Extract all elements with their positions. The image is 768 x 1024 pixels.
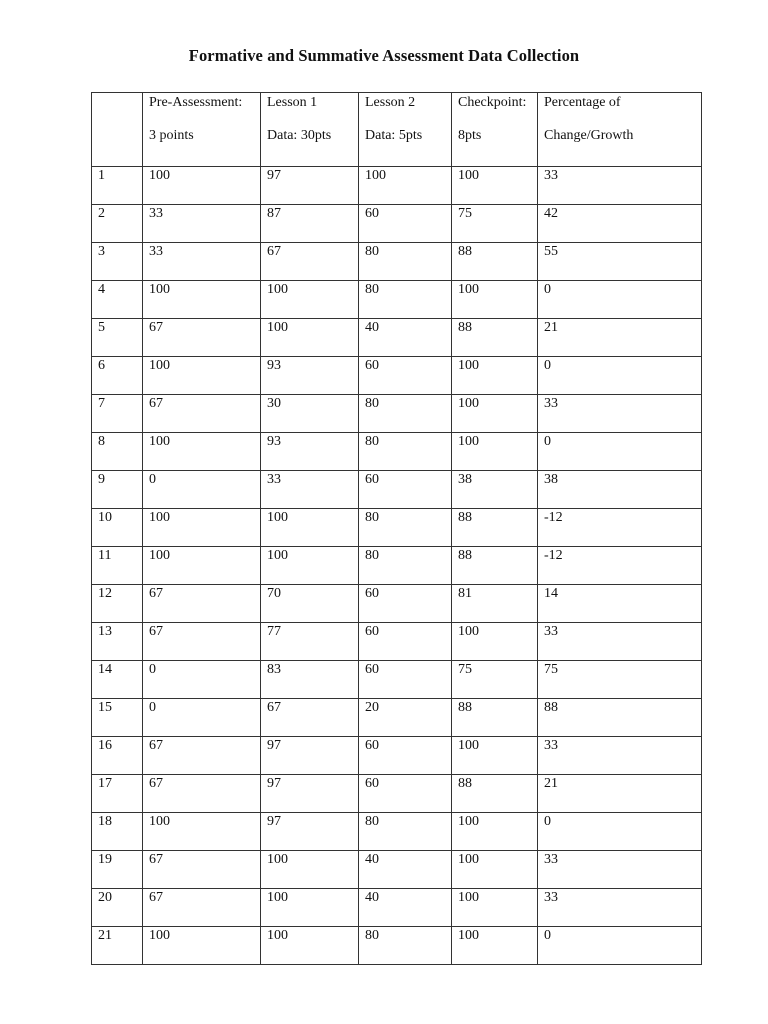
pre-assessment-cell: 100: [143, 281, 261, 319]
percentage-change-cell: 33: [538, 737, 702, 775]
percentage-change-cell: 14: [538, 585, 702, 623]
pre-assessment-cell: 67: [143, 775, 261, 813]
checkpoint-cell: 88: [452, 699, 538, 737]
percentage-change-cell: 42: [538, 205, 702, 243]
lesson-2-cell: 60: [359, 737, 452, 775]
checkpoint-cell: 88: [452, 547, 538, 585]
header-line-2: Data: 5pts: [365, 128, 423, 143]
checkpoint-cell: 100: [452, 395, 538, 433]
percentage-change-cell: 21: [538, 775, 702, 813]
lesson-2-cell: 20: [359, 699, 452, 737]
percentage-change-cell: 33: [538, 167, 702, 205]
table-row: [92, 699, 702, 737]
table-row: [92, 775, 702, 813]
checkpoint-cell: 100: [452, 281, 538, 319]
table-row: [92, 167, 702, 205]
checkpoint-cell: 100: [452, 167, 538, 205]
percentage-change-cell: 33: [538, 889, 702, 927]
checkpoint-cell: 100: [452, 737, 538, 775]
table-row: [92, 205, 702, 243]
lesson-2-cell: 60: [359, 357, 452, 395]
pre-assessment-cell: 67: [143, 623, 261, 661]
percentage-change-cell: 75: [538, 661, 702, 699]
pre-assessment-cell: 67: [143, 395, 261, 433]
lesson-1-cell: 100: [261, 851, 359, 889]
table-row: [92, 395, 702, 433]
lesson-2-cell: 80: [359, 243, 452, 281]
table-row: [92, 243, 702, 281]
lesson-2-cell: 80: [359, 927, 452, 965]
pre-assessment-cell: 100: [143, 927, 261, 965]
pre-assessment-cell: 67: [143, 737, 261, 775]
pre-assessment-cell: 33: [143, 243, 261, 281]
checkpoint-cell: 75: [452, 205, 538, 243]
pre-assessment-cell: 100: [143, 167, 261, 205]
header-line-2: Data: 30pts: [267, 128, 332, 143]
lesson-1-cell: 97: [261, 775, 359, 813]
lesson-2-cell: 60: [359, 623, 452, 661]
pre-assessment-cell: 33: [143, 205, 261, 243]
lesson-2-cell: 80: [359, 395, 452, 433]
percentage-change-cell: -12: [538, 547, 702, 585]
percentage-change-cell: 0: [538, 927, 702, 965]
pre-assessment-cell: 100: [143, 813, 261, 851]
pre-assessment-cell: 67: [143, 889, 261, 927]
header-pre-assessment: [143, 93, 261, 167]
header-line-1: Pre-Assessment:: [149, 95, 243, 110]
checkpoint-cell: 88: [452, 243, 538, 281]
student-number-cell: 13: [92, 623, 143, 661]
lesson-1-cell: 100: [261, 927, 359, 965]
pre-assessment-cell: 100: [143, 509, 261, 547]
pre-assessment-cell: 100: [143, 357, 261, 395]
header-line-1: Lesson 2: [365, 95, 416, 110]
pre-assessment-cell: 100: [143, 547, 261, 585]
pre-assessment-cell: 67: [143, 319, 261, 357]
lesson-2-cell: 60: [359, 471, 452, 509]
student-number-cell: 20: [92, 889, 143, 927]
table-row: [92, 281, 702, 319]
student-number-cell: 9: [92, 471, 143, 509]
table-row: [92, 623, 702, 661]
percentage-change-cell: 88: [538, 699, 702, 737]
assessment-data-table: [91, 92, 702, 965]
checkpoint-cell: 100: [452, 623, 538, 661]
lesson-2-cell: 40: [359, 319, 452, 357]
percentage-change-cell: 33: [538, 851, 702, 889]
lesson-2-cell: 60: [359, 661, 452, 699]
lesson-2-cell: 40: [359, 889, 452, 927]
lesson-1-cell: 87: [261, 205, 359, 243]
lesson-2-cell: 40: [359, 851, 452, 889]
header-row: [92, 93, 702, 167]
student-number-cell: 8: [92, 433, 143, 471]
table-row: [92, 889, 702, 927]
percentage-change-cell: 0: [538, 433, 702, 471]
checkpoint-cell: 81: [452, 585, 538, 623]
lesson-1-cell: 30: [261, 395, 359, 433]
student-number-cell: 2: [92, 205, 143, 243]
lesson-1-cell: 100: [261, 509, 359, 547]
table-row: [92, 547, 702, 585]
lesson-2-cell: 60: [359, 775, 452, 813]
table-header: [92, 93, 702, 167]
lesson-1-cell: 77: [261, 623, 359, 661]
header-line-2: Change/Growth: [544, 128, 634, 143]
lesson-2-cell: 60: [359, 205, 452, 243]
pre-assessment-cell: 0: [143, 471, 261, 509]
header-line-1: Checkpoint:: [458, 95, 527, 110]
lesson-2-cell: 100: [359, 167, 452, 205]
lesson-1-cell: 97: [261, 813, 359, 851]
lesson-1-cell: 33: [261, 471, 359, 509]
table-row: [92, 585, 702, 623]
checkpoint-cell: 100: [452, 357, 538, 395]
pre-assessment-cell: 100: [143, 433, 261, 471]
lesson-2-cell: 80: [359, 509, 452, 547]
table-row: [92, 433, 702, 471]
student-number-cell: 17: [92, 775, 143, 813]
checkpoint-cell: 88: [452, 775, 538, 813]
table-row: [92, 319, 702, 357]
checkpoint-cell: 88: [452, 509, 538, 547]
percentage-change-cell: 33: [538, 623, 702, 661]
percentage-change-cell: 38: [538, 471, 702, 509]
lesson-1-cell: 97: [261, 737, 359, 775]
checkpoint-cell: 100: [452, 813, 538, 851]
percentage-change-cell: 33: [538, 395, 702, 433]
header-percentage-change: [538, 93, 702, 167]
checkpoint-cell: 100: [452, 851, 538, 889]
student-number-cell: 16: [92, 737, 143, 775]
pre-assessment-cell: 0: [143, 661, 261, 699]
header-lesson-1: [261, 93, 359, 167]
lesson-1-cell: 67: [261, 699, 359, 737]
student-number-cell: 19: [92, 851, 143, 889]
checkpoint-cell: 38: [452, 471, 538, 509]
pre-assessment-cell: 67: [143, 851, 261, 889]
pre-assessment-cell: 67: [143, 585, 261, 623]
header-lesson-2: [359, 93, 452, 167]
lesson-2-cell: 80: [359, 281, 452, 319]
lesson-1-cell: 100: [261, 547, 359, 585]
student-number-cell: 6: [92, 357, 143, 395]
student-number-cell: 12: [92, 585, 143, 623]
lesson-1-cell: 100: [261, 889, 359, 927]
lesson-2-cell: 80: [359, 813, 452, 851]
lesson-1-cell: 67: [261, 243, 359, 281]
percentage-change-cell: -12: [538, 509, 702, 547]
table-row: [92, 851, 702, 889]
table-row: [92, 661, 702, 699]
table-row: [92, 927, 702, 965]
table-row: [92, 357, 702, 395]
lesson-1-cell: 93: [261, 357, 359, 395]
checkpoint-cell: 88: [452, 319, 538, 357]
percentage-change-cell: 21: [538, 319, 702, 357]
lesson-2-cell: 60: [359, 585, 452, 623]
student-number-cell: 4: [92, 281, 143, 319]
student-number-cell: 10: [92, 509, 143, 547]
student-number-cell: 18: [92, 813, 143, 851]
lesson-2-cell: 80: [359, 547, 452, 585]
lesson-2-cell: 80: [359, 433, 452, 471]
lesson-1-cell: 100: [261, 319, 359, 357]
table-row: [92, 813, 702, 851]
lesson-1-cell: 70: [261, 585, 359, 623]
checkpoint-cell: 100: [452, 433, 538, 471]
header-checkpoint: [452, 93, 538, 167]
lesson-1-cell: 83: [261, 661, 359, 699]
header-student-number: [92, 93, 143, 167]
header-line-2: 3 points: [149, 128, 194, 143]
student-number-cell: 15: [92, 699, 143, 737]
header-line-1: Lesson 1: [267, 95, 318, 110]
checkpoint-cell: 75: [452, 661, 538, 699]
student-number-cell: 7: [92, 395, 143, 433]
lesson-1-cell: 93: [261, 433, 359, 471]
checkpoint-cell: 100: [452, 927, 538, 965]
percentage-change-cell: 55: [538, 243, 702, 281]
lesson-1-cell: 97: [261, 167, 359, 205]
student-number-cell: 3: [92, 243, 143, 281]
percentage-change-cell: 0: [538, 813, 702, 851]
percentage-change-cell: 0: [538, 281, 702, 319]
student-number-cell: 5: [92, 319, 143, 357]
document-title: Formative and Summative Assessment Data Collection: [188, 46, 580, 65]
student-number-cell: 11: [92, 547, 143, 585]
header-line-2: 8pts: [458, 128, 482, 143]
table-row: [92, 471, 702, 509]
student-number-cell: 21: [92, 927, 143, 965]
lesson-1-cell: 100: [261, 281, 359, 319]
table-row: [92, 509, 702, 547]
percentage-change-cell: 0: [538, 357, 702, 395]
header-line-1: Percentage of: [544, 95, 621, 110]
table-body: [92, 167, 702, 965]
student-number-cell: 1: [92, 167, 143, 205]
pre-assessment-cell: 0: [143, 699, 261, 737]
table-row: [92, 737, 702, 775]
student-number-cell: 14: [92, 661, 143, 699]
checkpoint-cell: 100: [452, 889, 538, 927]
header-line-2: [98, 95, 136, 112]
